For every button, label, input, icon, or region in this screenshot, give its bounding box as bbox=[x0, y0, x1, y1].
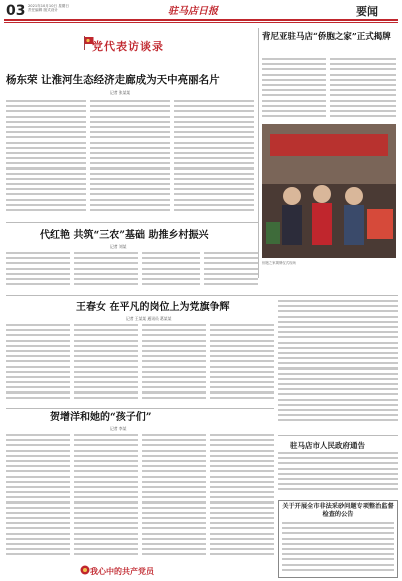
header-rule-thin bbox=[4, 22, 398, 23]
article-a3-col2 bbox=[74, 324, 138, 404]
header-rule bbox=[4, 19, 398, 21]
article-a5-col1 bbox=[262, 58, 326, 120]
article-right-col bbox=[278, 300, 398, 430]
party-emblem-icon bbox=[80, 564, 90, 576]
headline-a4: 贺增洋和她的“孩子们” bbox=[50, 412, 152, 423]
headline-a3: 王春女 在平凡的岗位上为党旗争辉 bbox=[76, 302, 230, 313]
article-a5-col2 bbox=[330, 58, 396, 120]
section-title: 要闻 bbox=[356, 5, 378, 18]
notice-a7-body bbox=[282, 522, 394, 574]
photo-illustration bbox=[262, 124, 396, 258]
article-a2-col2 bbox=[74, 252, 138, 290]
headline-a7: 关于开展全市非法采砂问题专项整治监督检查的公告 bbox=[282, 503, 394, 518]
article-a4-col2 bbox=[74, 434, 138, 562]
article-a1-col1 bbox=[6, 100, 86, 218]
byline-a2: 记者 刘某 bbox=[110, 244, 127, 249]
bottom-banner-title: 我心中的共产党员 bbox=[90, 566, 154, 576]
banner-title: 党代表访谈录 bbox=[92, 40, 164, 53]
byline-a4: 记者 李某 bbox=[110, 426, 127, 431]
article-a1-col2 bbox=[90, 100, 170, 218]
byline-a3: 记者 王某某 通讯员 葛某某 bbox=[126, 316, 172, 321]
date-line bbox=[28, 4, 88, 13]
article-a2-col1 bbox=[6, 252, 70, 290]
article-a2-col4 bbox=[204, 252, 258, 290]
page-number: 03 bbox=[6, 3, 26, 19]
headline-a6: 驻马店市人民政府通告 bbox=[290, 441, 365, 450]
section-rule-2 bbox=[6, 295, 398, 296]
issue-text: 责任编辑 版式设计 bbox=[28, 8, 58, 13]
column-divider bbox=[258, 28, 259, 278]
article-a3-col3 bbox=[142, 324, 206, 404]
photo-caption: 侨胞之家揭牌仪式现场 bbox=[262, 261, 296, 265]
section-rule-3 bbox=[278, 435, 398, 436]
notice-a6-body bbox=[278, 452, 398, 496]
byline-a1: 记者 张某某 bbox=[110, 90, 131, 95]
date-text: 2021年10月10日 星期日 bbox=[28, 4, 69, 8]
masthead-logo: 驻马店日报 bbox=[168, 6, 218, 17]
article-a4-col1 bbox=[6, 434, 70, 562]
article-a3-col4 bbox=[210, 324, 274, 404]
section-rule-4 bbox=[6, 408, 274, 409]
article-a2-col3 bbox=[142, 252, 200, 290]
headline-a1: 杨东荣 让淮河生态经济走廊成为天中亮丽名片 bbox=[6, 74, 220, 86]
headline-a5: 背尼亚驻马店“侨胞之家”正式揭牌 bbox=[262, 32, 391, 42]
article-a3-col1 bbox=[6, 324, 70, 404]
event-photo bbox=[262, 124, 396, 258]
article-a1-col3 bbox=[174, 100, 254, 218]
article-a4-col4 bbox=[210, 434, 274, 562]
section-rule-1 bbox=[6, 222, 258, 223]
article-a4-col3 bbox=[142, 434, 206, 562]
headline-a2: 代红艳 共筑“三农”基础 助推乡村振兴 bbox=[40, 230, 209, 241]
